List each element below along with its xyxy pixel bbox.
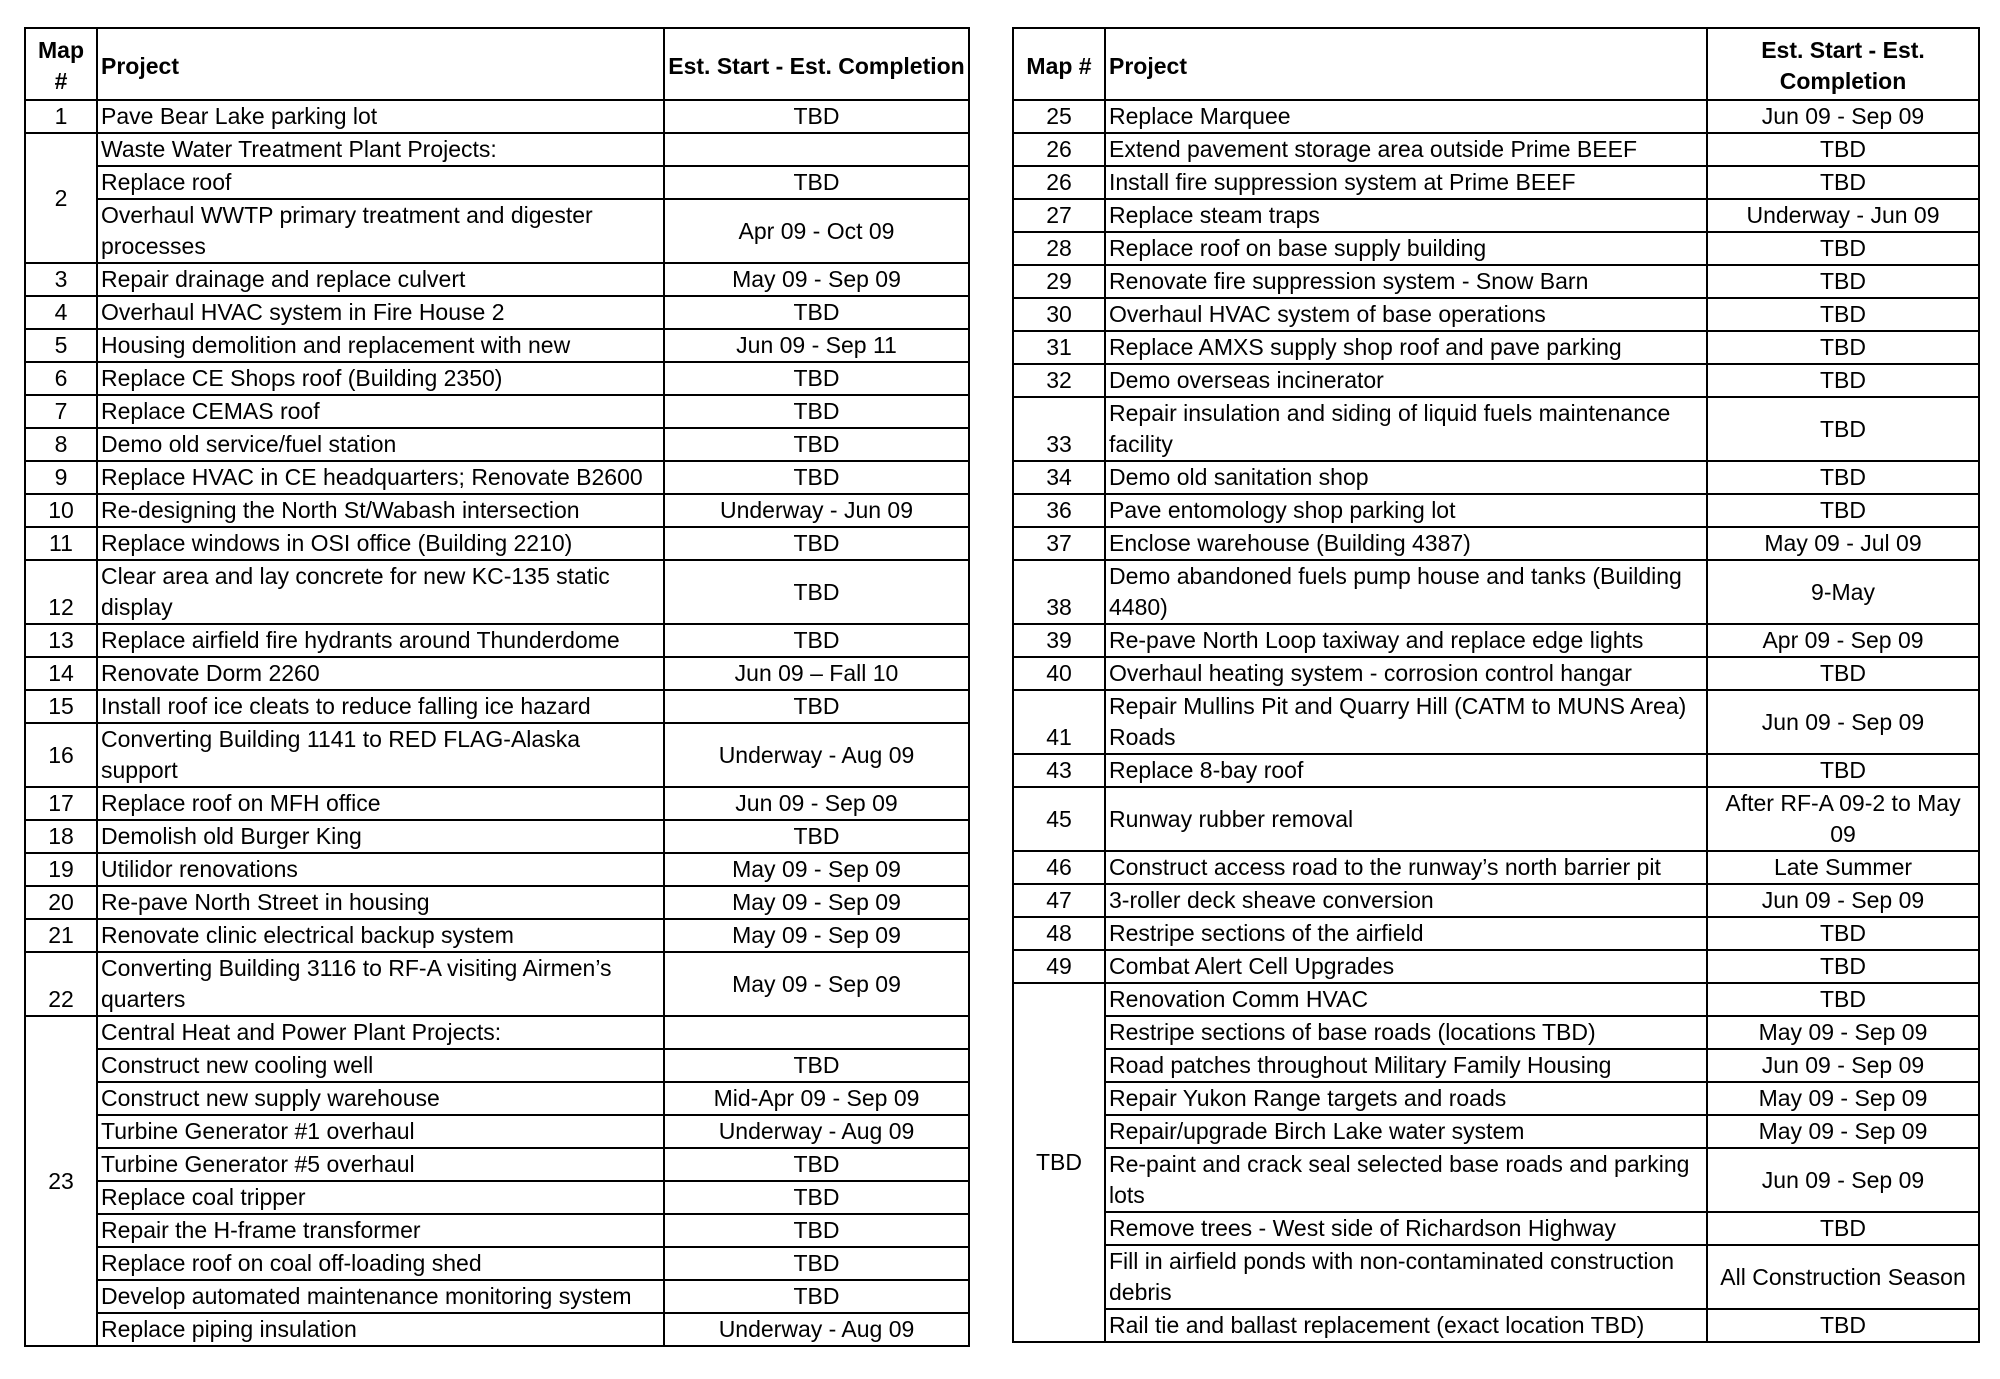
project-cell: Clear area and lay concrete for new KC-135 static display xyxy=(97,560,664,624)
project-cell: Repair drainage and replace culvert xyxy=(97,263,664,296)
project-cell: Fill in airfield ponds with non-contaminated construction debris xyxy=(1105,1245,1707,1309)
table-row xyxy=(1013,100,1979,133)
project-cell: Combat Alert Cell Upgrades xyxy=(1105,950,1707,983)
map-number-cell: 5 xyxy=(25,329,97,362)
table-row xyxy=(25,624,969,657)
project-cell: Replace piping insulation xyxy=(97,1313,664,1346)
table-row xyxy=(25,952,969,1016)
project-cell: Renovate fire suppression system - Snow Barn xyxy=(1105,265,1707,298)
table-row xyxy=(1013,397,1979,461)
project-cell: Repair the H-frame transformer xyxy=(97,1214,664,1247)
project-cell: Turbine Generator #5 overhaul xyxy=(97,1148,664,1181)
project-header: Project xyxy=(1105,28,1707,100)
project-cell: Road patches throughout Military Family Housing xyxy=(1105,1049,1707,1082)
table-row xyxy=(1013,166,1979,199)
table-row xyxy=(25,853,969,886)
dates-cell: TBD xyxy=(664,395,969,428)
map-number-cell: 20 xyxy=(25,886,97,919)
table-row xyxy=(25,362,969,395)
project-cell: Replace windows in OSI office (Building 2210) xyxy=(97,527,664,560)
map-number-cell: 39 xyxy=(1013,624,1105,657)
dates-cell: TBD xyxy=(664,1280,969,1313)
project-cell: Repair Yukon Range targets and roads xyxy=(1105,1082,1707,1115)
table-row xyxy=(25,1313,969,1346)
table-row xyxy=(25,560,969,624)
map-number-cell: 12 xyxy=(25,560,97,624)
map-number-cell: 9 xyxy=(25,461,97,494)
table-row xyxy=(1013,232,1979,265)
dates-cell: Apr 09 - Sep 09 xyxy=(1707,624,1979,657)
table-header-row xyxy=(25,28,969,100)
project-cell: Repair insulation and siding of liquid fuels maintenance facility xyxy=(1105,397,1707,461)
dates-cell: Jun 09 - Sep 09 xyxy=(1707,1148,1979,1212)
project-cell: Replace CEMAS roof xyxy=(97,395,664,428)
project-cell: Repair Mullins Pit and Quarry Hill (CATM to MUNS Area) Roads xyxy=(1105,690,1707,754)
dates-cell: TBD xyxy=(664,1148,969,1181)
project-cell: Converting Building 3116 to RF-A visiting Airmen’s quarters xyxy=(97,952,664,1016)
map-number-cell: 2 xyxy=(25,133,97,263)
dates-cell: TBD xyxy=(664,100,969,133)
dates-cell: Mid-Apr 09 - Sep 09 xyxy=(664,1082,969,1115)
project-cell: Re-pave North Loop taxiway and replace edge lights xyxy=(1105,624,1707,657)
project-cell: Utilidor renovations xyxy=(97,853,664,886)
dates-cell: May 09 - Sep 09 xyxy=(664,853,969,886)
map-number-header: Map # xyxy=(25,28,97,100)
dates-cell: Jun 09 - Sep 09 xyxy=(1707,884,1979,917)
dates-cell: May 09 - Sep 09 xyxy=(1707,1082,1979,1115)
map-number-cell: 6 xyxy=(25,362,97,395)
dates-cell: Underway - Aug 09 xyxy=(664,1313,969,1346)
map-number-cell: 16 xyxy=(25,723,97,787)
table-row xyxy=(1013,331,1979,364)
dates-cell: TBD xyxy=(1707,265,1979,298)
dates-cell: After RF-A 09-2 to May 09 xyxy=(1707,787,1979,851)
dates-cell: May 09 - Jul 09 xyxy=(1707,527,1979,560)
table-row xyxy=(1013,1082,1979,1115)
dates-cell xyxy=(664,133,969,166)
dates-cell: TBD xyxy=(1707,133,1979,166)
table-row xyxy=(25,395,969,428)
project-cell: Replace roof on base supply building xyxy=(1105,232,1707,265)
map-number-cell: 40 xyxy=(1013,657,1105,690)
table-row xyxy=(25,657,969,690)
table-row xyxy=(25,886,969,919)
dates-cell: TBD xyxy=(664,690,969,723)
project-cell: Re-designing the North St/Wabash intersection xyxy=(97,494,664,527)
project-cell: Replace HVAC in CE headquarters; Renovate B2600 xyxy=(97,461,664,494)
dates-cell: May 09 - Sep 09 xyxy=(664,886,969,919)
project-cell: Replace roof on MFH office xyxy=(97,787,664,820)
project-cell: Remove trees - West side of Richardson Highway xyxy=(1105,1212,1707,1245)
dates-cell: TBD xyxy=(664,362,969,395)
left-table-body xyxy=(25,100,969,1346)
map-number-cell: 33 xyxy=(1013,397,1105,461)
dates-cell: Jun 09 - Sep 11 xyxy=(664,329,969,362)
table-row xyxy=(25,494,969,527)
project-cell: Construct new cooling well xyxy=(97,1049,664,1082)
dates-cell: TBD xyxy=(664,1214,969,1247)
project-cell: Replace CE Shops roof (Building 2350) xyxy=(97,362,664,395)
map-number-cell: 23 xyxy=(25,1016,97,1346)
table-row xyxy=(1013,657,1979,690)
table-row xyxy=(25,263,969,296)
project-cell: Pave Bear Lake parking lot xyxy=(97,100,664,133)
project-cell: Demo old sanitation shop xyxy=(1105,461,1707,494)
dates-cell: TBD xyxy=(664,1247,969,1280)
table-row xyxy=(1013,1212,1979,1245)
left-project-table xyxy=(24,27,970,1347)
dates-header: Est. Start - Est. Completion xyxy=(664,28,969,100)
project-cell: Restripe sections of base roads (locations TBD) xyxy=(1105,1016,1707,1049)
table-row xyxy=(1013,851,1979,884)
table-row xyxy=(1013,1115,1979,1148)
table-row xyxy=(25,100,969,133)
map-number-cell: 18 xyxy=(25,820,97,853)
project-cell: Replace Marquee xyxy=(1105,100,1707,133)
dates-cell: Underway - Aug 09 xyxy=(664,723,969,787)
map-number-cell: 38 xyxy=(1013,560,1105,624)
map-number-header: Map # xyxy=(1013,28,1105,100)
dates-cell: TBD xyxy=(1707,461,1979,494)
project-cell: Construct access road to the runway’s north barrier pit xyxy=(1105,851,1707,884)
table-row xyxy=(1013,1016,1979,1049)
dates-cell: TBD xyxy=(664,1049,969,1082)
project-cell: Extend pavement storage area outside Prime BEEF xyxy=(1105,133,1707,166)
dates-cell: Jun 09 - Sep 09 xyxy=(1707,1049,1979,1082)
dates-cell: May 09 - Sep 09 xyxy=(1707,1115,1979,1148)
map-number-cell: 31 xyxy=(1013,331,1105,364)
dates-cell: TBD xyxy=(1707,1309,1979,1342)
table-row xyxy=(25,1247,969,1280)
table-row xyxy=(25,1016,969,1049)
map-number-cell: 45 xyxy=(1013,787,1105,851)
map-number-cell: 7 xyxy=(25,395,97,428)
table-row xyxy=(25,787,969,820)
project-cell: Re-pave North Street in housing xyxy=(97,886,664,919)
map-number-cell: 15 xyxy=(25,690,97,723)
map-number-cell: 47 xyxy=(1013,884,1105,917)
project-cell: Demolish old Burger King xyxy=(97,820,664,853)
map-number-cell: TBD xyxy=(1013,983,1105,1342)
project-cell: Pave entomology shop parking lot xyxy=(1105,494,1707,527)
table-row xyxy=(1013,560,1979,624)
project-cell: Enclose warehouse (Building 4387) xyxy=(1105,527,1707,560)
table-row xyxy=(1013,624,1979,657)
project-cell: Replace coal tripper xyxy=(97,1181,664,1214)
table-row xyxy=(25,461,969,494)
table-row xyxy=(1013,983,1979,1016)
table-row xyxy=(25,1280,969,1313)
map-number-cell: 10 xyxy=(25,494,97,527)
table-row xyxy=(25,1148,969,1181)
dates-cell: TBD xyxy=(664,461,969,494)
table-row xyxy=(1013,494,1979,527)
dates-cell: TBD xyxy=(1707,1212,1979,1245)
dates-cell: Jun 09 - Sep 09 xyxy=(664,787,969,820)
dates-cell: TBD xyxy=(664,428,969,461)
dates-cell: TBD xyxy=(1707,331,1979,364)
project-cell: Overhaul HVAC system of base operations xyxy=(1105,298,1707,331)
table-row xyxy=(1013,364,1979,397)
table-row xyxy=(1013,1309,1979,1342)
project-cell: Replace 8-bay roof xyxy=(1105,754,1707,787)
project-cell: Renovate clinic electrical backup system xyxy=(97,919,664,952)
dates-cell: May 09 - Sep 09 xyxy=(664,952,969,1016)
table-row xyxy=(25,329,969,362)
dates-cell: TBD xyxy=(1707,298,1979,331)
project-cell: Waste Water Treatment Plant Projects: xyxy=(97,133,664,166)
project-cell: Replace roof xyxy=(97,166,664,199)
dates-cell: TBD xyxy=(664,296,969,329)
table-row xyxy=(1013,1049,1979,1082)
table-row xyxy=(1013,461,1979,494)
map-number-cell: 8 xyxy=(25,428,97,461)
map-number-cell: 41 xyxy=(1013,690,1105,754)
table-row xyxy=(1013,527,1979,560)
table-row xyxy=(1013,1245,1979,1309)
table-row xyxy=(25,1115,969,1148)
table-row xyxy=(25,296,969,329)
map-number-cell: 32 xyxy=(1013,364,1105,397)
project-cell: Overhaul WWTP primary treatment and digester processes xyxy=(97,199,664,263)
map-number-cell: 26 xyxy=(1013,166,1105,199)
table-row xyxy=(25,199,969,263)
map-number-cell: 29 xyxy=(1013,265,1105,298)
map-number-cell: 11 xyxy=(25,527,97,560)
project-cell: Demo abandoned fuels pump house and tanks (Building 4480) xyxy=(1105,560,1707,624)
dates-cell: TBD xyxy=(664,560,969,624)
map-number-cell: 28 xyxy=(1013,232,1105,265)
project-cell: Central Heat and Power Plant Projects: xyxy=(97,1016,664,1049)
project-cell: Housing demolition and replacement with new xyxy=(97,329,664,362)
dates-cell: TBD xyxy=(664,527,969,560)
dates-cell: May 09 - Sep 09 xyxy=(1707,1016,1979,1049)
project-cell: Construct new supply warehouse xyxy=(97,1082,664,1115)
dates-cell: TBD xyxy=(1707,166,1979,199)
project-cell: Restripe sections of the airfield xyxy=(1105,917,1707,950)
table-row xyxy=(1013,1148,1979,1212)
project-cell: Overhaul HVAC system in Fire House 2 xyxy=(97,296,664,329)
table-row xyxy=(25,1049,969,1082)
map-number-cell: 14 xyxy=(25,657,97,690)
project-cell: Rail tie and ballast replacement (exact location TBD) xyxy=(1105,1309,1707,1342)
map-number-cell: 30 xyxy=(1013,298,1105,331)
project-cell: Converting Building 1141 to RED FLAG-Alaska support xyxy=(97,723,664,787)
project-cell: Demo overseas incinerator xyxy=(1105,364,1707,397)
project-cell: Replace steam traps xyxy=(1105,199,1707,232)
dates-cell: TBD xyxy=(1707,397,1979,461)
dates-cell: Jun 09 - Sep 09 xyxy=(1707,690,1979,754)
map-number-cell: 4 xyxy=(25,296,97,329)
dates-cell: Underway - Jun 09 xyxy=(1707,199,1979,232)
table-row xyxy=(25,690,969,723)
table-row xyxy=(25,527,969,560)
dates-cell: TBD xyxy=(1707,232,1979,265)
project-cell: Re-paint and crack seal selected base roads and parking lots xyxy=(1105,1148,1707,1212)
dates-cell: Jun 09 – Fall 10 xyxy=(664,657,969,690)
map-number-cell: 1 xyxy=(25,100,97,133)
map-number-cell: 25 xyxy=(1013,100,1105,133)
table-row xyxy=(1013,298,1979,331)
table-row xyxy=(25,820,969,853)
dates-cell: TBD xyxy=(664,820,969,853)
map-number-cell: 46 xyxy=(1013,851,1105,884)
table-row xyxy=(1013,690,1979,754)
map-number-cell: 3 xyxy=(25,263,97,296)
dates-cell: All Construction Season xyxy=(1707,1245,1979,1309)
table-row xyxy=(25,133,969,166)
project-cell: Overhaul heating system - corrosion control hangar xyxy=(1105,657,1707,690)
table-header-row xyxy=(1013,28,1979,100)
project-cell: Repair/upgrade Birch Lake water system xyxy=(1105,1115,1707,1148)
dates-cell: Late Summer xyxy=(1707,851,1979,884)
table-row xyxy=(25,723,969,787)
dates-cell: TBD xyxy=(1707,657,1979,690)
dates-cell: TBD xyxy=(1707,754,1979,787)
dates-cell: TBD xyxy=(664,624,969,657)
map-number-cell: 21 xyxy=(25,919,97,952)
table-row xyxy=(1013,917,1979,950)
project-cell: Replace roof on coal off-loading shed xyxy=(97,1247,664,1280)
dates-cell: May 09 - Sep 09 xyxy=(664,263,969,296)
dates-cell: Underway - Jun 09 xyxy=(664,494,969,527)
dates-cell: TBD xyxy=(1707,364,1979,397)
project-cell: Install roof ice cleats to reduce falling ice hazard xyxy=(97,690,664,723)
map-number-cell: 26 xyxy=(1013,133,1105,166)
table-row xyxy=(1013,265,1979,298)
dates-cell: 9-May xyxy=(1707,560,1979,624)
map-number-cell: 22 xyxy=(25,952,97,1016)
dates-cell: TBD xyxy=(664,166,969,199)
table-row xyxy=(25,1082,969,1115)
dates-cell: Jun 09 - Sep 09 xyxy=(1707,100,1979,133)
dates-cell: TBD xyxy=(1707,917,1979,950)
map-number-cell: 34 xyxy=(1013,461,1105,494)
project-cell: Turbine Generator #1 overhaul xyxy=(97,1115,664,1148)
table-row xyxy=(25,1214,969,1247)
map-number-cell: 17 xyxy=(25,787,97,820)
table-row xyxy=(25,166,969,199)
project-cell: Develop automated maintenance monitoring system xyxy=(97,1280,664,1313)
map-number-cell: 13 xyxy=(25,624,97,657)
dates-cell: TBD xyxy=(1707,950,1979,983)
right-table-body xyxy=(1013,100,1979,1342)
map-number-cell: 43 xyxy=(1013,754,1105,787)
project-cell: Replace AMXS supply shop roof and pave parking xyxy=(1105,331,1707,364)
table-row xyxy=(25,428,969,461)
map-number-cell: 37 xyxy=(1013,527,1105,560)
dates-cell: Underway - Aug 09 xyxy=(664,1115,969,1148)
project-cell: Replace airfield fire hydrants around Thunderdome xyxy=(97,624,664,657)
table-row xyxy=(1013,199,1979,232)
project-cell: Renovation Comm HVAC xyxy=(1105,983,1707,1016)
map-number-cell: 48 xyxy=(1013,917,1105,950)
table-row xyxy=(25,1181,969,1214)
project-cell: Renovate Dorm 2260 xyxy=(97,657,664,690)
map-number-cell: 49 xyxy=(1013,950,1105,983)
dates-cell: TBD xyxy=(1707,983,1979,1016)
dates-cell: May 09 - Sep 09 xyxy=(664,919,969,952)
dates-cell xyxy=(664,1016,969,1049)
table-row xyxy=(1013,754,1979,787)
dates-cell: Apr 09 - Oct 09 xyxy=(664,199,969,263)
table-row xyxy=(25,919,969,952)
project-cell: Install fire suppression system at Prime BEEF xyxy=(1105,166,1707,199)
right-project-table xyxy=(1012,27,1980,1343)
project-header: Project xyxy=(97,28,664,100)
map-number-cell: 19 xyxy=(25,853,97,886)
project-cell: Runway rubber removal xyxy=(1105,787,1707,851)
table-row xyxy=(1013,884,1979,917)
table-row xyxy=(1013,950,1979,983)
dates-cell: TBD xyxy=(1707,494,1979,527)
project-cell: 3-roller deck sheave conversion xyxy=(1105,884,1707,917)
table-row xyxy=(1013,133,1979,166)
dates-cell: TBD xyxy=(664,1181,969,1214)
project-cell: Demo old service/fuel station xyxy=(97,428,664,461)
table-row xyxy=(1013,787,1979,851)
map-number-cell: 36 xyxy=(1013,494,1105,527)
dates-header: Est. Start - Est. Completion xyxy=(1707,28,1979,100)
map-number-cell: 27 xyxy=(1013,199,1105,232)
